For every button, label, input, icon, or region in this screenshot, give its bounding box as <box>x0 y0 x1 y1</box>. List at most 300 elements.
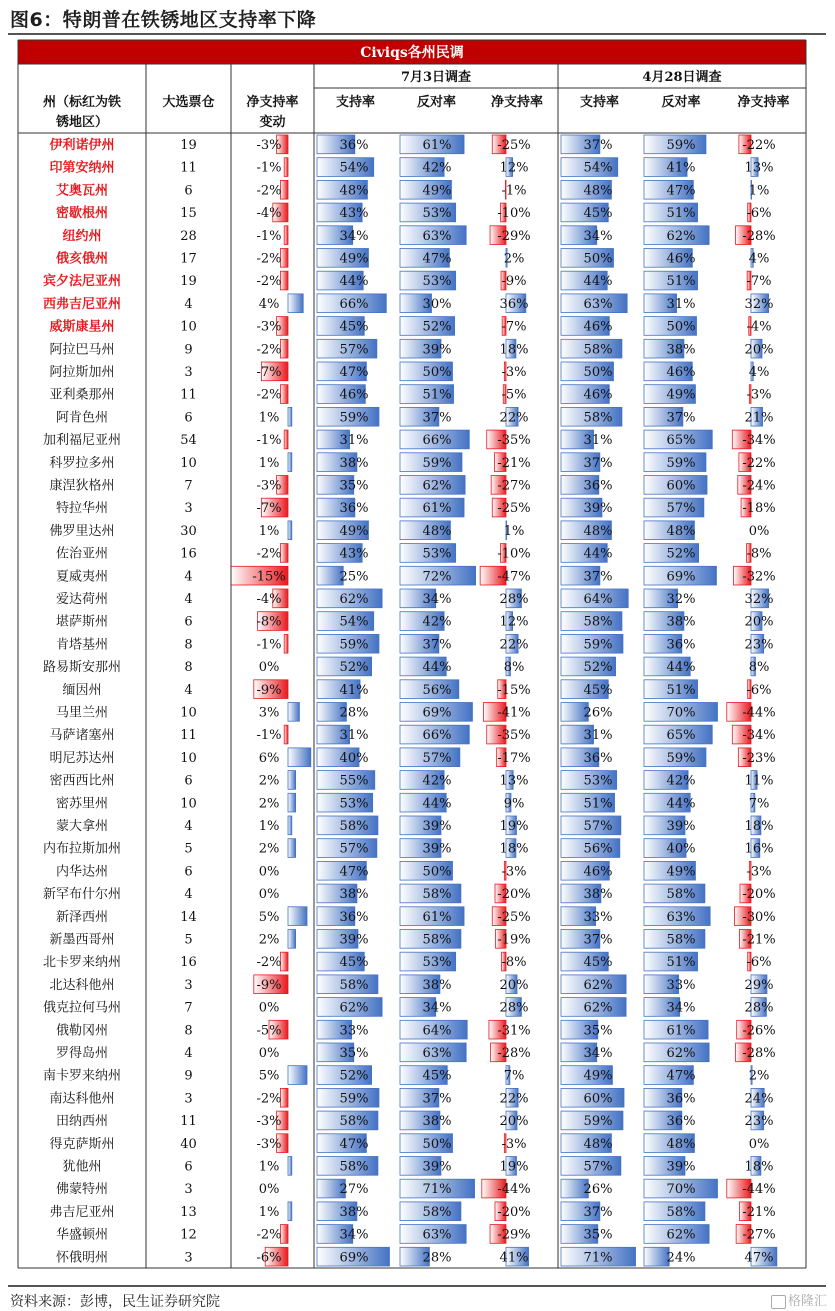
oppose-value: 63% <box>666 909 696 925</box>
support-value: 47% <box>339 1136 369 1152</box>
header-state-line1: 州（标红为铁 <box>42 95 122 110</box>
source-note: 资料来源：彭博，民生证券研究院 <box>10 1294 220 1310</box>
support-value: 34% <box>583 228 613 244</box>
support-value: 62% <box>339 592 369 607</box>
state-name: 密西西比州 <box>49 773 115 789</box>
electoral-votes: 16 <box>180 546 197 562</box>
electoral-votes: 12 <box>180 1227 197 1243</box>
electoral-votes: 6 <box>184 183 193 199</box>
change-value: -2% <box>256 1227 282 1243</box>
net-value: -1% <box>501 183 527 199</box>
support-value: 38% <box>583 887 613 903</box>
support-value: 53% <box>583 773 613 789</box>
change-value: 0% <box>258 1182 280 1198</box>
oppose-value: 53% <box>422 206 452 222</box>
support-value: 47% <box>339 365 369 380</box>
electoral-votes: 5 <box>184 841 193 857</box>
state-name: 南卡罗来纳州 <box>42 1068 122 1084</box>
support-value: 37% <box>583 455 613 471</box>
electoral-votes: 3 <box>184 1250 193 1266</box>
state-name: 阿拉巴马州 <box>49 342 115 358</box>
state-name: 北达科他州 <box>49 977 115 993</box>
electoral-votes: 10 <box>180 705 197 721</box>
oppose-value: 62% <box>666 228 696 244</box>
oppose-value: 42% <box>422 773 452 789</box>
oppose-value: 57% <box>422 750 452 766</box>
change-value: 1% <box>258 523 280 539</box>
support-value: 51% <box>583 796 613 812</box>
electoral-votes: 6 <box>184 410 193 426</box>
oppose-value: 42% <box>422 160 452 176</box>
oppose-value: 58% <box>422 887 452 903</box>
support-value: 36% <box>339 501 369 517</box>
net-value: 19% <box>499 819 529 834</box>
oppose-value: 42% <box>422 614 452 630</box>
net-value: 19% <box>499 1159 529 1175</box>
electoral-votes: 7 <box>184 1000 193 1016</box>
oppose-value: 34% <box>422 1000 452 1016</box>
change-bar <box>280 544 288 563</box>
oppose-value: 38% <box>422 1114 452 1130</box>
oppose-value: 46% <box>666 251 696 267</box>
support-value: 46% <box>583 387 613 403</box>
net-value: -28% <box>497 1046 531 1061</box>
oppose-value: 51% <box>666 682 696 698</box>
support-value: 39% <box>583 501 613 517</box>
support-value: 59% <box>339 410 369 426</box>
logo-icon <box>771 1295 786 1309</box>
support-value: 48% <box>583 523 613 539</box>
change-value: -2% <box>256 387 282 403</box>
state-name: 犹他州 <box>62 1159 102 1175</box>
oppose-value: 61% <box>666 1023 696 1039</box>
change-bar <box>288 771 296 790</box>
change-bar <box>288 907 307 926</box>
oppose-value: 62% <box>666 1227 696 1243</box>
support-value: 44% <box>339 274 369 290</box>
net-value: -15% <box>497 682 531 698</box>
oppose-value: 39% <box>666 1159 696 1175</box>
support-value: 59% <box>339 1091 369 1107</box>
net-value: -4% <box>746 319 772 335</box>
change-value: -15% <box>252 569 286 585</box>
net-value: -3% <box>746 387 772 403</box>
oppose-value: 70% <box>666 1182 696 1198</box>
oppose-value: 44% <box>666 796 696 812</box>
support-value: 38% <box>339 887 369 903</box>
oppose-value: 57% <box>666 501 696 517</box>
change-bar <box>288 816 292 835</box>
net-value: 12% <box>499 614 529 630</box>
net-value: 2% <box>748 1068 770 1084</box>
electoral-votes: 11 <box>180 160 197 176</box>
support-value: 45% <box>583 206 613 222</box>
oppose-value: 41% <box>666 160 696 176</box>
support-value: 55% <box>339 773 369 789</box>
state-name: 罗得岛州 <box>55 1046 109 1061</box>
oppose-value: 36% <box>666 1091 696 1107</box>
electoral-votes: 11 <box>180 387 197 403</box>
change-bar <box>280 1088 288 1107</box>
support-value: 52% <box>339 660 369 676</box>
change-value: -1% <box>256 433 282 449</box>
support-value: 57% <box>583 1159 613 1175</box>
oppose-value: 47% <box>422 251 452 267</box>
support-value: 58% <box>583 410 613 426</box>
support-value: 36% <box>339 138 369 153</box>
group-header-recent: 7月3日调查 <box>400 70 472 85</box>
support-value: 69% <box>339 1250 369 1266</box>
net-value: 20% <box>499 977 529 993</box>
change-value: -2% <box>256 274 282 290</box>
header-col-earlier-2: 净支持率 <box>737 95 790 110</box>
oppose-value: 51% <box>666 274 696 290</box>
net-value: 32% <box>744 592 774 607</box>
net-value: -20% <box>497 1204 531 1220</box>
header-col-recent-2: 净支持率 <box>490 95 544 110</box>
header-col-recent-1: 反对率 <box>416 95 457 110</box>
oppose-value: 53% <box>422 955 452 971</box>
state-name: 艾奥瓦州 <box>55 183 109 199</box>
support-value: 41% <box>339 682 369 698</box>
oppose-value: 50% <box>422 1136 452 1152</box>
change-value: 6% <box>258 750 280 766</box>
electoral-votes: 15 <box>180 206 197 222</box>
oppose-value: 32% <box>666 592 696 607</box>
net-value: -34% <box>742 433 776 449</box>
support-value: 71% <box>583 1250 613 1266</box>
support-value: 35% <box>339 1046 369 1061</box>
support-value: 63% <box>583 296 613 312</box>
oppose-value: 52% <box>422 319 452 335</box>
net-value: -7% <box>501 319 527 335</box>
support-value: 31% <box>583 433 613 449</box>
change-value: 1% <box>258 410 280 426</box>
electoral-votes: 6 <box>184 1159 193 1175</box>
oppose-value: 58% <box>666 1204 696 1220</box>
net-value: -44% <box>497 1182 531 1198</box>
oppose-value: 49% <box>666 387 696 403</box>
support-value: 37% <box>583 569 613 585</box>
support-value: 47% <box>339 864 369 880</box>
oppose-value: 69% <box>666 569 696 585</box>
electoral-votes: 4 <box>184 569 193 585</box>
net-value: 20% <box>744 614 774 630</box>
change-value: 5% <box>258 1068 280 1084</box>
support-value: 36% <box>339 909 369 925</box>
oppose-value: 58% <box>422 932 452 948</box>
oppose-value: 37% <box>422 1091 452 1107</box>
banner-title: Civiqs各州民调 <box>360 45 464 61</box>
oppose-value: 66% <box>422 433 452 449</box>
change-bar <box>284 226 288 245</box>
change-bar <box>280 180 288 199</box>
net-value: 0% <box>748 1136 770 1152</box>
electoral-votes: 4 <box>184 682 193 698</box>
support-value: 27% <box>339 1182 369 1198</box>
oppose-value: 51% <box>422 387 452 403</box>
support-value: 31% <box>339 433 369 449</box>
oppose-value: 59% <box>666 138 696 153</box>
net-value: 28% <box>499 1000 529 1016</box>
change-value: 2% <box>258 841 280 857</box>
state-name: 弗吉尼亚州 <box>49 1204 115 1220</box>
support-value: 33% <box>339 1023 369 1039</box>
oppose-value: 65% <box>666 433 696 449</box>
state-name: 马里兰州 <box>55 705 109 721</box>
oppose-value: 61% <box>422 909 452 925</box>
change-value: 2% <box>258 796 280 812</box>
net-value: 7% <box>748 796 770 812</box>
net-value: 23% <box>744 1114 774 1130</box>
net-value: -21% <box>742 1204 776 1220</box>
header-electoral: 大选票仓 <box>162 95 215 110</box>
oppose-value: 71% <box>422 1182 452 1198</box>
electoral-votes: 10 <box>180 455 197 471</box>
change-bar <box>288 1157 292 1176</box>
electoral-votes: 10 <box>180 750 197 766</box>
support-value: 57% <box>583 819 613 834</box>
support-value: 39% <box>339 932 369 948</box>
watermark-text: 格隆汇 <box>787 1294 827 1309</box>
change-value: 5% <box>258 909 280 925</box>
oppose-value: 24% <box>666 1250 696 1266</box>
change-value: -9% <box>256 977 282 993</box>
support-value: 46% <box>583 319 613 335</box>
change-value: -5% <box>256 1023 282 1039</box>
support-value: 34% <box>339 1227 369 1243</box>
change-bar <box>288 793 296 812</box>
watermark <box>771 1290 827 1309</box>
state-name: 阿拉斯加州 <box>49 365 115 380</box>
support-value: 56% <box>583 841 613 857</box>
support-value: 37% <box>583 932 613 948</box>
net-value: 7% <box>503 1068 525 1084</box>
electoral-votes: 3 <box>184 977 193 993</box>
change-bar <box>288 1066 307 1085</box>
support-value: 60% <box>583 1091 613 1107</box>
support-value: 58% <box>339 977 369 993</box>
oppose-value: 50% <box>422 864 452 880</box>
change-value: 1% <box>258 1159 280 1175</box>
oppose-value: 30% <box>422 296 452 312</box>
net-value: -27% <box>497 478 531 494</box>
net-value: -35% <box>497 728 531 744</box>
change-bar <box>288 521 292 540</box>
electoral-votes: 17 <box>180 251 197 267</box>
change-bar <box>280 249 288 268</box>
support-value: 48% <box>339 183 369 199</box>
header-col-recent-0: 支持率 <box>335 95 376 110</box>
net-value: 13% <box>499 773 529 789</box>
net-value: -22% <box>742 455 776 471</box>
net-value: -10% <box>497 206 531 222</box>
support-value: 33% <box>583 909 613 925</box>
support-value: 35% <box>583 1227 613 1243</box>
change-value: -2% <box>256 342 282 358</box>
electoral-votes: 54 <box>180 433 197 449</box>
header-change-line1: 净支持率 <box>246 95 299 110</box>
net-value: 18% <box>744 819 774 834</box>
net-value: -8% <box>746 546 772 562</box>
state-name: 西弗吉尼亚州 <box>42 296 122 312</box>
electoral-votes: 4 <box>184 1046 193 1061</box>
state-name: 伊利诺伊州 <box>49 138 115 153</box>
state-name: 纽约州 <box>62 228 102 244</box>
electoral-votes: 8 <box>184 637 193 653</box>
support-value: 50% <box>583 365 613 380</box>
support-value: 52% <box>583 660 613 676</box>
electoral-votes: 3 <box>184 501 193 517</box>
state-name: 俄克拉何马州 <box>42 1000 122 1016</box>
support-value: 58% <box>339 819 369 834</box>
oppose-value: 37% <box>422 637 452 653</box>
support-value: 58% <box>339 1114 369 1130</box>
state-name: 佐治亚州 <box>55 546 109 562</box>
bottom-rule <box>8 1285 826 1287</box>
net-value: 16% <box>744 841 774 857</box>
electoral-votes: 3 <box>184 1182 193 1198</box>
electoral-votes: 5 <box>184 932 193 948</box>
support-value: 35% <box>339 478 369 494</box>
change-value: 2% <box>258 932 280 948</box>
support-value: 26% <box>583 1182 613 1198</box>
state-name: 内华达州 <box>55 864 109 880</box>
state-name: 路易斯安那州 <box>42 660 122 676</box>
oppose-value: 50% <box>422 365 452 380</box>
change-value: -3% <box>256 478 282 494</box>
oppose-value: 46% <box>666 365 696 380</box>
change-bar <box>280 339 288 358</box>
change-value: -4% <box>256 592 282 607</box>
net-value: -3% <box>501 864 527 880</box>
support-value: 49% <box>583 1068 613 1084</box>
electoral-votes: 11 <box>180 728 197 744</box>
oppose-value: 44% <box>666 660 696 676</box>
oppose-value: 60% <box>666 478 696 494</box>
oppose-value: 51% <box>666 206 696 222</box>
state-name: 佛罗里达州 <box>49 523 115 539</box>
oppose-value: 39% <box>666 819 696 834</box>
state-name: 康涅狄格州 <box>49 478 115 494</box>
change-value: -8% <box>256 614 282 630</box>
support-value: 57% <box>339 841 369 857</box>
change-value: 2% <box>258 773 280 789</box>
electoral-votes: 40 <box>180 1136 197 1152</box>
net-value: -6% <box>746 955 772 971</box>
net-value: 2% <box>503 251 525 267</box>
net-value: 23% <box>744 637 774 653</box>
net-value: -28% <box>742 1046 776 1061</box>
state-name: 新墨西哥州 <box>49 932 115 948</box>
oppose-value: 38% <box>666 614 696 630</box>
change-value: 4% <box>258 296 280 312</box>
oppose-value: 50% <box>666 319 696 335</box>
oppose-value: 51% <box>666 955 696 971</box>
state-name: 宾夕法尼亚州 <box>42 274 122 290</box>
support-value: 45% <box>339 955 369 971</box>
state-name: 印第安纳州 <box>49 160 115 176</box>
support-value: 64% <box>583 592 613 607</box>
state-name: 缅因州 <box>62 682 102 698</box>
oppose-value: 63% <box>422 1046 452 1061</box>
net-value: 18% <box>499 342 529 358</box>
state-name: 马萨诸塞州 <box>49 728 115 744</box>
support-value: 62% <box>339 1000 369 1016</box>
net-value: -3% <box>746 864 772 880</box>
electoral-votes: 14 <box>180 909 197 925</box>
oppose-value: 56% <box>422 682 452 698</box>
net-value: -34% <box>742 728 776 744</box>
state-name: 佛蒙特州 <box>55 1182 109 1198</box>
net-value: -35% <box>497 433 531 449</box>
change-bar <box>284 725 288 744</box>
net-value: 4% <box>748 365 770 380</box>
net-value: 41% <box>499 1250 529 1266</box>
change-bar <box>284 634 288 653</box>
change-bar <box>288 748 311 767</box>
net-value: -28% <box>742 228 776 244</box>
support-value: 44% <box>583 546 613 562</box>
oppose-value: 39% <box>422 1159 452 1175</box>
support-value: 57% <box>339 342 369 358</box>
electoral-votes: 4 <box>184 296 193 312</box>
electoral-votes: 13 <box>180 1204 197 1220</box>
support-value: 26% <box>583 705 613 721</box>
oppose-value: 33% <box>666 977 696 993</box>
state-name: 密苏里州 <box>55 796 109 812</box>
oppose-value: 40% <box>666 841 696 857</box>
change-value: 1% <box>258 1204 280 1220</box>
change-value: -3% <box>256 1114 282 1130</box>
net-value: -3% <box>501 1136 527 1152</box>
oppose-bar <box>644 1247 669 1266</box>
support-value: 58% <box>583 614 613 630</box>
oppose-value: 39% <box>422 841 452 857</box>
net-value: -22% <box>742 138 776 153</box>
change-value: 0% <box>258 887 280 903</box>
support-value: 38% <box>339 1204 369 1220</box>
change-bar <box>280 952 288 971</box>
change-value: -2% <box>256 251 282 267</box>
oppose-value: 59% <box>666 750 696 766</box>
change-bar <box>288 703 299 722</box>
change-value: 3% <box>258 705 280 721</box>
oppose-value: 31% <box>666 296 696 312</box>
oppose-value: 62% <box>422 478 452 494</box>
change-bar <box>288 930 296 949</box>
net-value: 22% <box>499 637 529 653</box>
electoral-votes: 3 <box>184 1091 193 1107</box>
change-value: 0% <box>258 660 280 676</box>
state-name: 南达科他州 <box>49 1091 115 1107</box>
oppose-value: 48% <box>666 1136 696 1152</box>
net-value: 0% <box>748 523 770 539</box>
state-name: 爱达荷州 <box>55 592 109 607</box>
net-value: -21% <box>742 932 776 948</box>
oppose-value: 59% <box>666 455 696 471</box>
oppose-value: 53% <box>422 274 452 290</box>
net-value: -25% <box>497 909 531 925</box>
oppose-value: 44% <box>422 796 452 812</box>
support-value: 54% <box>339 614 369 630</box>
oppose-value: 36% <box>666 637 696 653</box>
oppose-value: 45% <box>422 1068 452 1084</box>
support-value: 40% <box>339 750 369 766</box>
net-value: -25% <box>497 501 531 517</box>
change-value: -4% <box>256 206 282 222</box>
net-value: 13% <box>744 160 774 176</box>
